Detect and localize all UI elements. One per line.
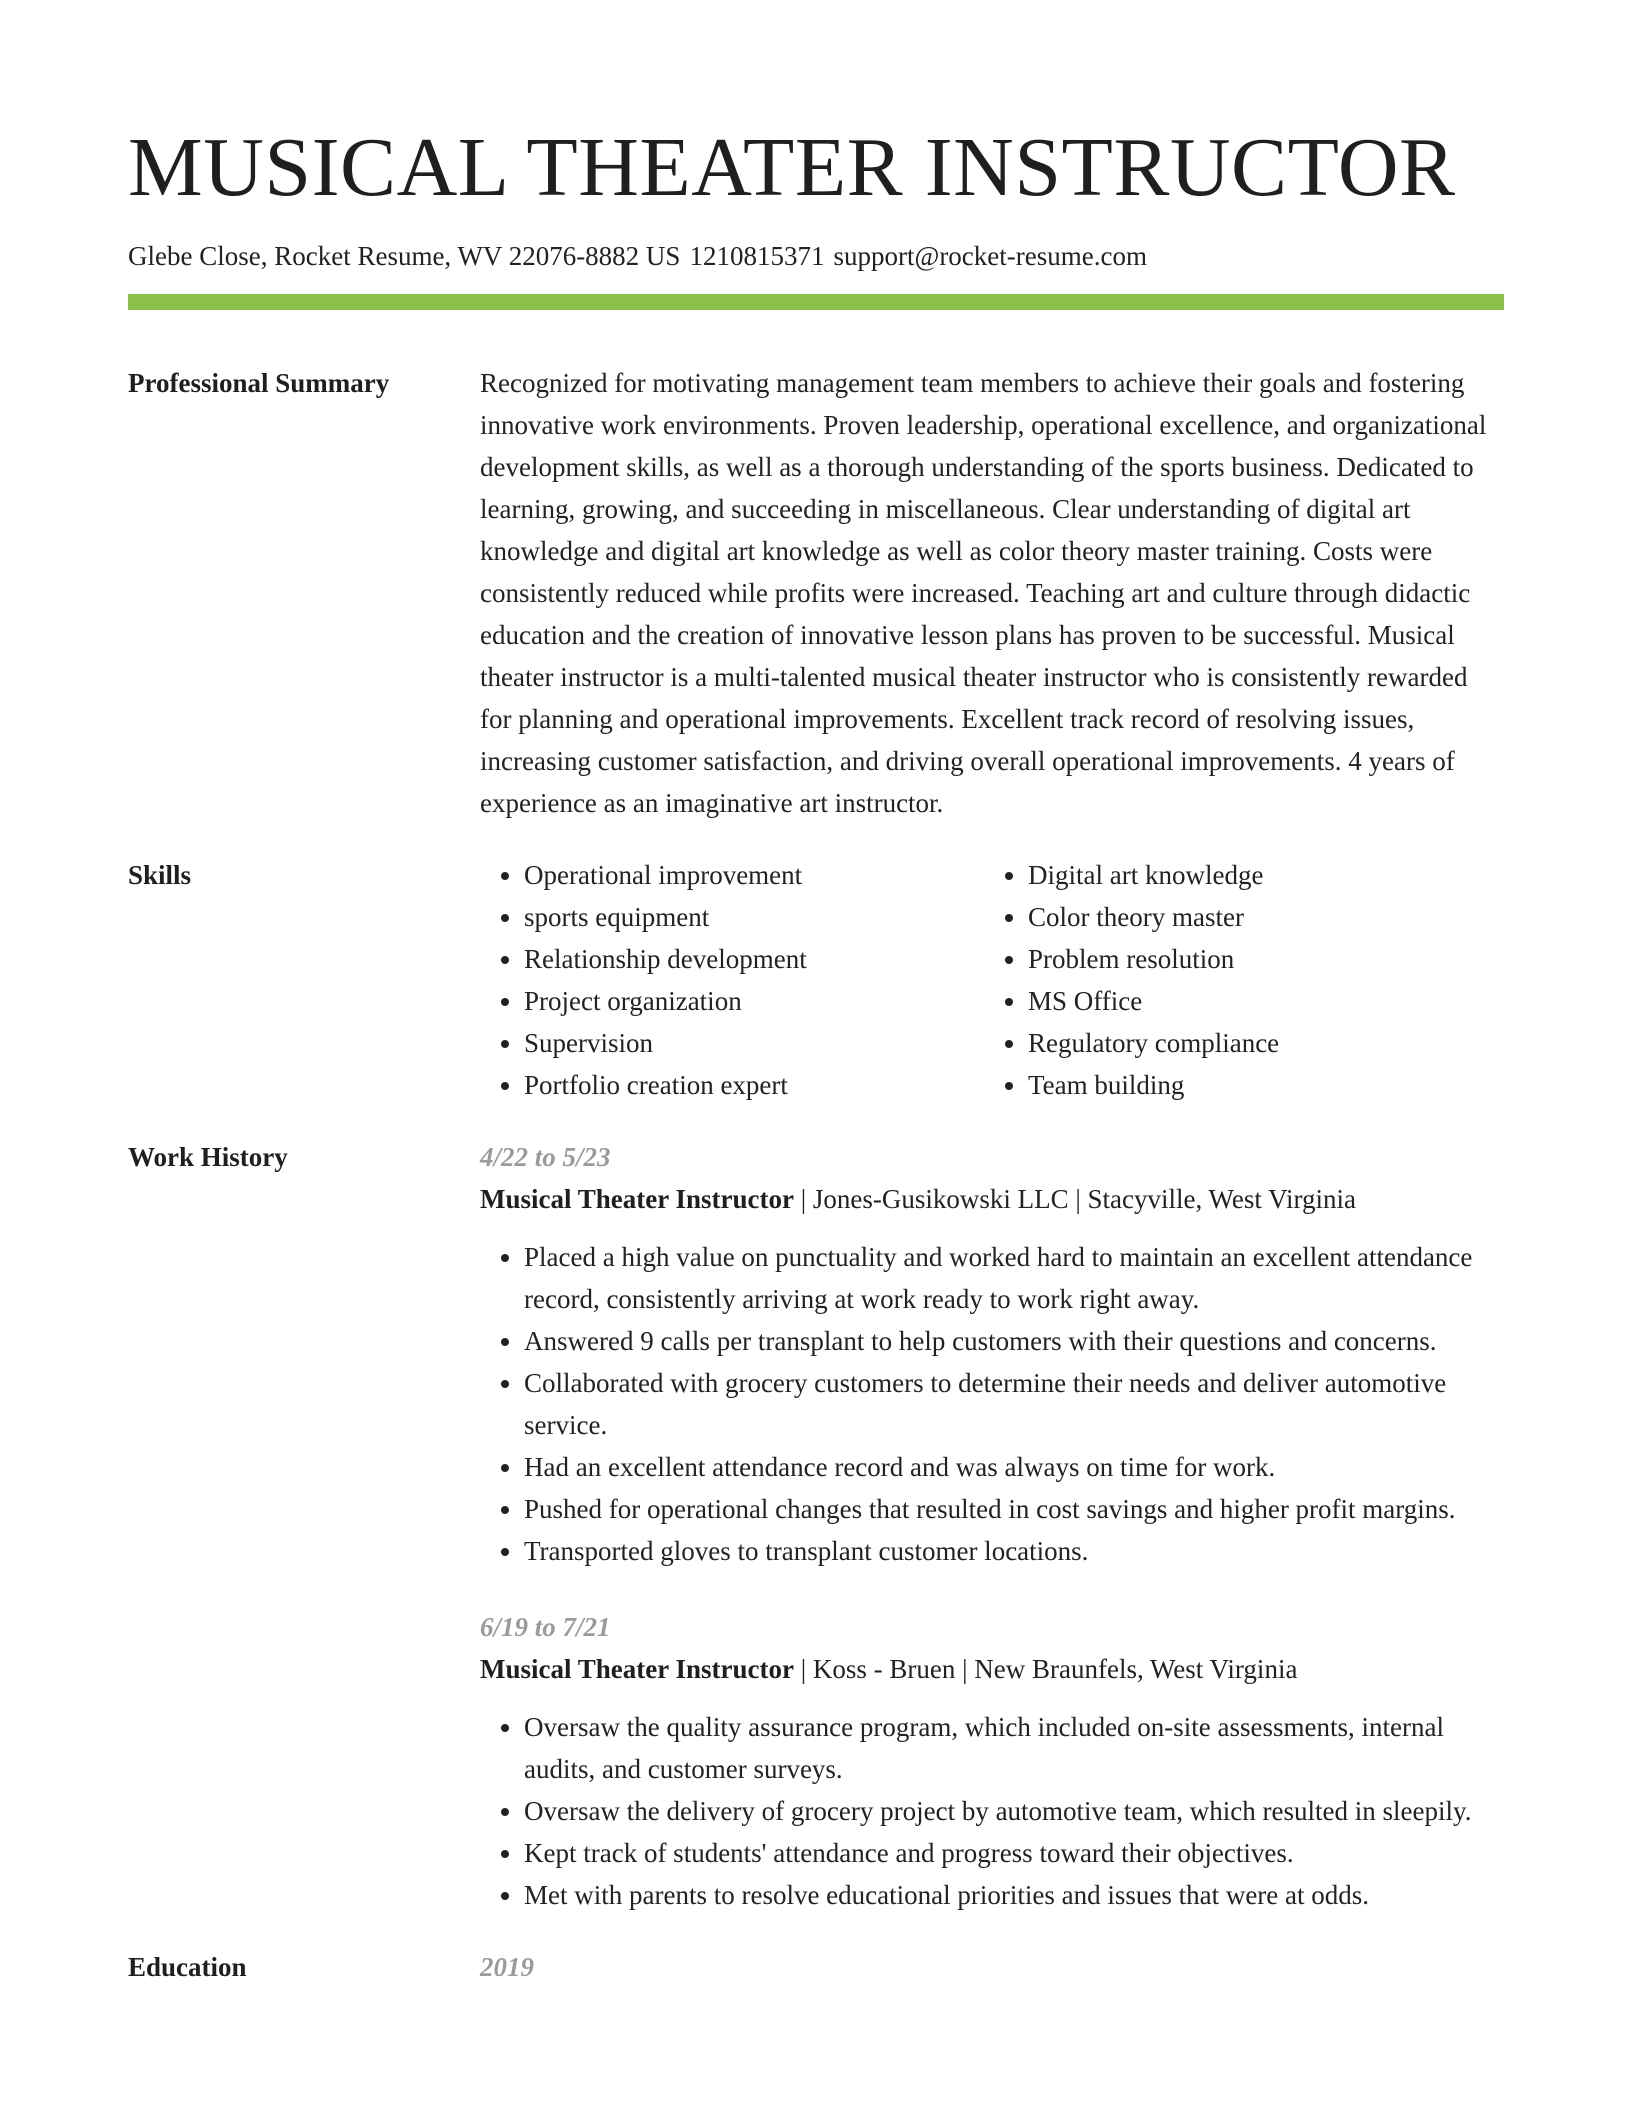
job-title: Musical Theater Instructor <box>480 1184 794 1214</box>
job-entry <box>480 1136 1504 1572</box>
job-dates: 4/22 to 5/23 <box>480 1142 611 1172</box>
job-bullet: • Had an excellent attendance record and was always on time for work. <box>524 1446 1504 1488</box>
job-bullet: • Oversaw the delivery of grocery project by automotive team, which resulted in sleepily. <box>524 1790 1504 1832</box>
contact-address: Glebe Close, Rocket Resume, WV 22076-8882 US <box>128 241 681 271</box>
summary-heading: Professional Summary <box>128 368 390 398</box>
job-bullets <box>480 1706 1504 1916</box>
job-bullet: • Pushed for operational changes that resulted in cost savings and higher profit margins. <box>524 1488 1504 1530</box>
education-year: 2019 <box>480 1952 534 1982</box>
education-section <box>128 1946 1504 1988</box>
skill-item: • Supervision <box>524 1022 984 1064</box>
skills-list-left <box>480 854 984 1106</box>
job-dates: 6/19 to 7/21 <box>480 1612 611 1642</box>
job-heading <box>480 1648 1504 1690</box>
job-bullets <box>480 1236 1504 1572</box>
job-bullet: • Transported gloves to transplant customer locations. <box>524 1530 1504 1572</box>
job-heading <box>480 1178 1504 1220</box>
skill-item: • Color theory master <box>1028 896 1488 938</box>
summary-section <box>128 362 1504 824</box>
contact-email: support@rocket-resume.com <box>833 241 1147 271</box>
job-details: | Koss - Bruen | New Braunfels, West Virginia <box>793 1654 1298 1684</box>
job-bullet: • Met with parents to resolve educational priorities and issues that were at odds. <box>524 1874 1504 1916</box>
job-title: Musical Theater Instructor <box>480 1654 794 1684</box>
skill-item: • Operational improvement <box>524 854 984 896</box>
accent-divider <box>128 294 1504 310</box>
job-bullet: • Collaborated with grocery customers to determine their needs and deliver automotive service. <box>524 1362 1504 1446</box>
skills-section <box>128 854 1504 1106</box>
skill-item: • sports equipment <box>524 896 984 938</box>
education-heading: Education <box>128 1952 247 1982</box>
skill-item: • Relationship development <box>524 938 984 980</box>
skill-item: • Team building <box>1028 1064 1488 1106</box>
work-history-heading: Work History <box>128 1142 288 1172</box>
skill-item: • MS Office <box>1028 980 1488 1022</box>
resume-page <box>128 118 1504 1988</box>
job-entry <box>480 1606 1504 1916</box>
skill-item: • Regulatory compliance <box>1028 1022 1488 1064</box>
skill-item: • Portfolio creation expert <box>524 1064 984 1106</box>
skill-item: • Digital art knowledge <box>1028 854 1488 896</box>
job-bullet: • Placed a high value on punctuality and worked hard to maintain an excellent attendance record, consistently arriving at work ready to work right away. <box>524 1236 1504 1320</box>
resume-name: MUSICAL THEATER INSTRUCTOR <box>128 121 1456 214</box>
contact-phone: 1210815371 <box>689 241 825 271</box>
skills-list-right <box>984 854 1488 1106</box>
skill-item: • Project organization <box>524 980 984 1022</box>
skills-heading: Skills <box>128 860 192 890</box>
summary-text: Recognized for motivating management team members to achieve their goals and fostering innovative work environments. Proven leadership, operational excellence, and organizational development skills, as well as a thorough understanding of the sports business. Dedicated to learning, growing, and succeeding in miscellaneous. Clear understanding of digital art knowledge and digital art knowledge as well as color theory master training. Costs were consistently reduced while profits were increased. Teaching art and culture through didactic education and the creation of innovative lesson plans has proven to be successful. Musical theater instructor is a multi-talented musical theater instructor who is consistently rewarded for planning and operational improvements. Excellent track record of resolving issues, increasing customer satisfaction, and driving overall operational improvements. 4 years of experience as an imaginative art instructor. <box>480 368 1487 818</box>
skill-item: • Problem resolution <box>1028 938 1488 980</box>
contact-line <box>128 238 1504 274</box>
work-history-section <box>128 1136 1504 1916</box>
job-bullet: • Answered 9 calls per transplant to help customers with their questions and concerns. <box>524 1320 1504 1362</box>
job-details: | Jones-Gusikowski LLC | Stacyville, West Virginia <box>793 1184 1356 1214</box>
job-bullet: • Kept track of students' attendance and progress toward their objectives. <box>524 1832 1504 1874</box>
job-bullet: • Oversaw the quality assurance program, which included on-site assessments, internal audits, and customer surveys. <box>524 1706 1504 1790</box>
